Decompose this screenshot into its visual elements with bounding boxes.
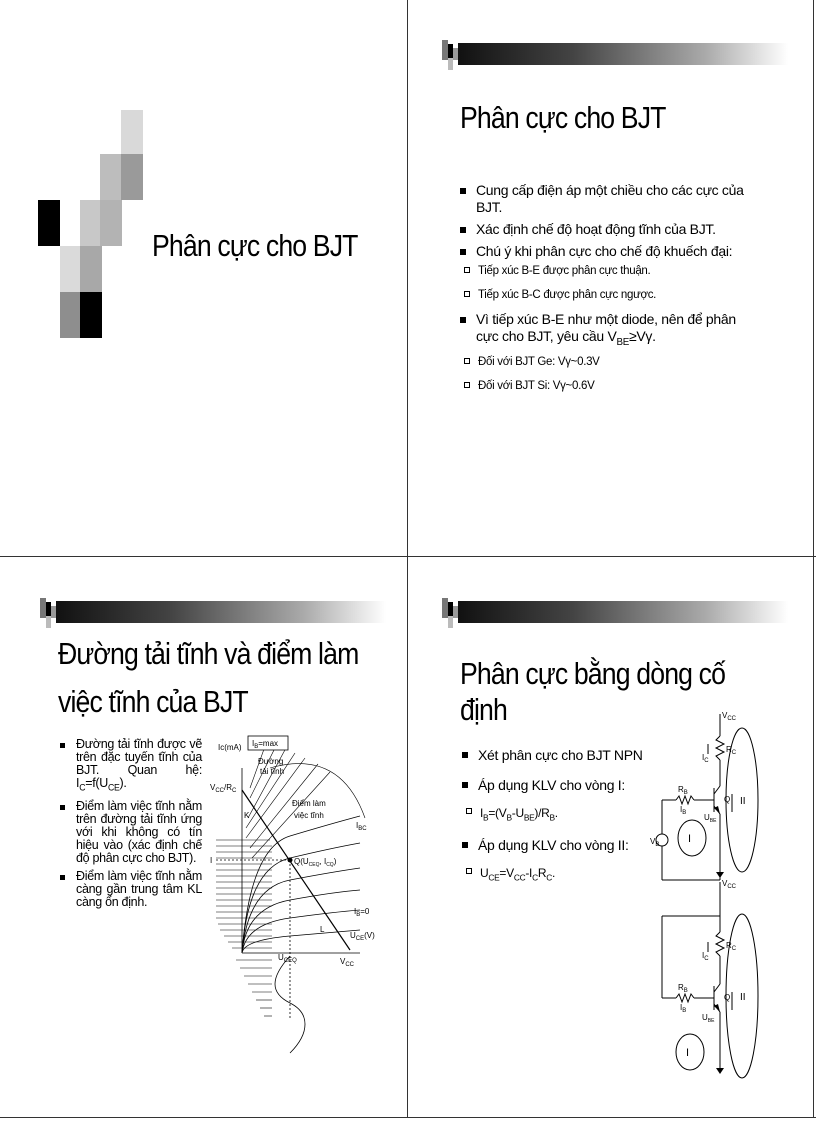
duong-label: Đường (258, 757, 284, 766)
circuit-diagram-1 (650, 708, 762, 888)
loop-1-label: I (688, 833, 692, 845)
vcc-label: $V_{CC}$ (722, 879, 737, 890)
rc-resistor (716, 932, 724, 956)
rc-resistor (716, 736, 724, 760)
circuit-diagram-2 (650, 876, 762, 1086)
tai-tinh-label: tải tĩnh (260, 767, 285, 776)
ib-label: $I_B$ (680, 1003, 687, 1014)
k-label: K (244, 811, 250, 820)
bottom-border (0, 1117, 816, 1118)
slide-2-bullets (460, 182, 760, 402)
vb-label: $V_B$ (650, 837, 660, 848)
ib-label: $I_B$ (680, 805, 687, 816)
right-border (813, 0, 814, 1118)
sub-bullet-item: $U_{CE}=V_{CC}-I_CR_C$. (466, 864, 662, 886)
diem-lam-label: Điểm làm (292, 799, 326, 808)
vertical-divider (407, 0, 408, 1118)
ib0-label: $I_B=0$ (354, 907, 370, 918)
slide-1-title: Phân cực cho BJT (152, 228, 358, 263)
l-label: L (320, 925, 325, 934)
slide-4-title: Phân cực bằng dòng cố định (460, 656, 726, 727)
bullet-item: Điểm làm việc tĩnh nằm càng gần trung tâm KL càng ổn định. (60, 870, 202, 909)
sub-bullet-item: $I_B=(V_B-U_{BE})/R_B$. (466, 804, 662, 826)
sub-bullet-item: Đối với BJT Ge: Vγ~0.3V (464, 354, 760, 371)
bullet-item: Xác định chế độ hoạt động tĩnh của BJT. (460, 221, 760, 238)
ube-label: $U_{BE}$ (704, 813, 717, 824)
q-label: Q (724, 993, 731, 1002)
sub-bullet-item: Tiếp xúc B-E được phân cực thuận. (464, 263, 760, 280)
rb-label: $R_B$ (678, 785, 688, 796)
loop-2-label: II (740, 796, 746, 807)
bullet-item: Áp dụng KLV cho vòng II: (462, 836, 662, 854)
bullet-item: Vì tiếp xúc B-E như một diode, nên để phân cực cho BJT, yêu cầu $V_{BE}\ge V\gamma$. (460, 311, 760, 351)
ic-axis-label: Ic(mA) (218, 743, 242, 752)
q-point-label: $Q(U_{CEQ}$, $I_{CQ}$) (294, 857, 337, 868)
ib-max-label: $I_B=\max$ (252, 739, 279, 750)
vcc-rc-label: $V_{CC}/R_C$ (210, 783, 237, 794)
uceq-label: $U_{CEQ}$ (278, 953, 297, 964)
rc-label: $R_C$ (726, 941, 737, 952)
ic-label: $I_C$ (702, 753, 709, 764)
slide-3-bullets (60, 738, 202, 914)
slide-2-title: Phân cực cho BJT (460, 100, 666, 135)
slide-3-title-line-2: việc tĩnh của BJT (58, 684, 248, 719)
slide-3-title-line-1: Đường tải tĩnh và điểm làm (58, 636, 359, 671)
vcc-label: $V_{CC}$ (722, 711, 737, 722)
load-line-figure (210, 728, 380, 1088)
bullet-item: Chú ý khi phân cực cho chế độ khuếch đại: (460, 243, 760, 260)
ic-label: $I_C$ (702, 951, 709, 962)
bullet-item: Điểm làm việc tĩnh nằm trên đường tải tĩnh ứng với khi không có tín hiệu vào (xác định chế độ phân cực cho BJT). (60, 800, 202, 865)
ic-left-label: I (210, 856, 213, 865)
ube-label: $U_{BE}$ (702, 1013, 715, 1024)
sub-bullet-item: Tiếp xúc B-C được phân cực ngược. (464, 287, 760, 304)
loop-2-label: II (740, 992, 746, 1003)
bullet-item: Xét phân cực cho BJT NPN (462, 746, 662, 764)
viec-tinh-label: việc tĩnh (294, 811, 324, 820)
q-label: Q (724, 795, 731, 804)
vcc-axis-label: $V_{CC}$ (340, 957, 355, 968)
ibc-label: $I_{BC}$ (356, 821, 367, 832)
sub-bullet-item: Đối với BJT Si: Vγ~0.6V (464, 378, 760, 395)
rc-label: $R_C$ (726, 745, 737, 756)
bullet-item: Đường tải tĩnh được vẽ trên đặc tuyến tĩnh của BJT. Quan hệ: $I_C=f(U_{CE})$. (60, 738, 202, 795)
rb-label: $R_B$ (678, 983, 688, 994)
slide-4-bullets (462, 746, 662, 894)
rb-resistor (676, 796, 694, 804)
rb-resistor (676, 994, 694, 1002)
uce-axis-label: $U_{CE}(V)$ (350, 931, 375, 942)
horizontal-divider (0, 556, 816, 557)
bullet-item: Áp dụng KLV cho vòng I: (462, 776, 662, 794)
loop-1-label: I (686, 1047, 690, 1059)
bullet-item: Cung cấp điện áp một chiều cho các cực của BJT. (460, 182, 760, 216)
